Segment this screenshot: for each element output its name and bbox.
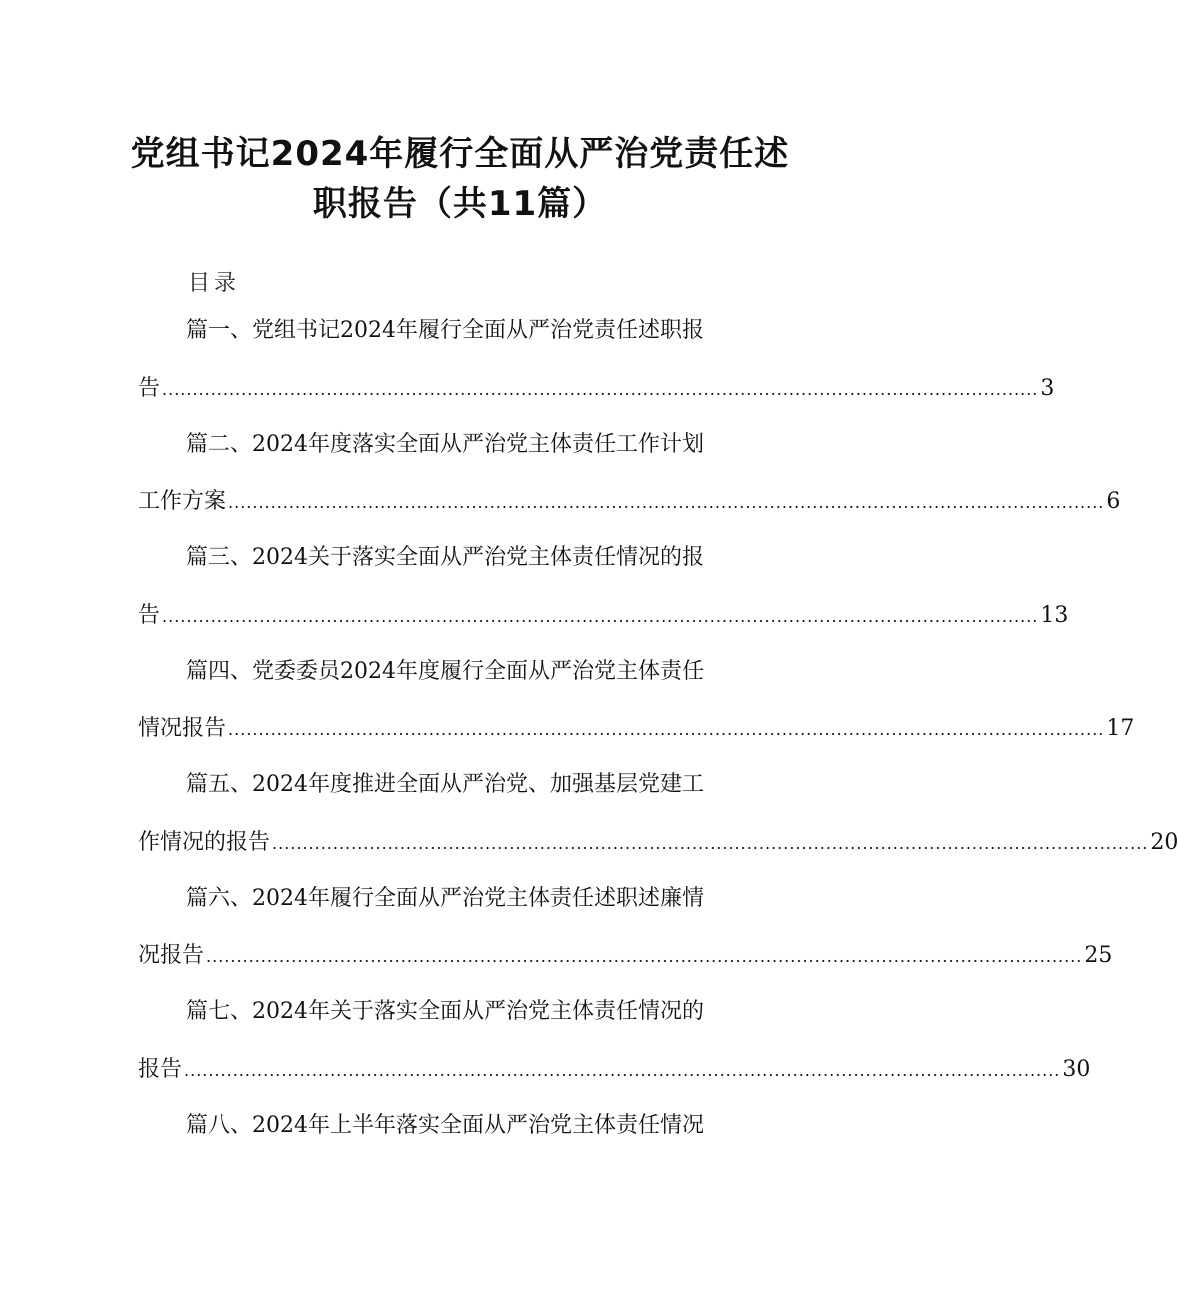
- toc-entry-1-line1[interactable]: 篇一、党组书记2024年履行全面从严治党责任述职报: [186, 318, 704, 343]
- toc-entry-5-page: 20: [1150, 830, 1178, 855]
- toc-entry-7-leader: ................................................................................................................................................: [184, 1061, 1061, 1080]
- toc-entry-2-line2[interactable]: [138, 489, 1121, 514]
- toc-entry-1-leader: ................................................................................................................................................: [162, 380, 1039, 399]
- document-title-line2: 职报告（共11篇）: [312, 184, 608, 224]
- toc-entry-6-line1[interactable]: 篇六、2024年履行全面从严治党主体责任述职述廉情: [186, 886, 704, 911]
- toc-entry-5-title-end: 作情况的报告: [138, 830, 271, 855]
- toc-entry-6-page: 25: [1084, 943, 1113, 968]
- toc-entry-2-page: 6: [1106, 489, 1121, 514]
- toc-entry-7-line2[interactable]: [138, 1057, 1091, 1082]
- toc-entry-2-title-end: 工作方案: [138, 489, 227, 514]
- toc-entry-3-leader: ................................................................................................................................................: [162, 607, 1039, 626]
- toc-entry-7-line1[interactable]: 篇七、2024年关于落实全面从严治党主体责任情况的: [186, 999, 704, 1024]
- document-title-line1: 党组书记2024年履行全面从严治党责任述: [130, 134, 790, 174]
- toc-entry-5-line2[interactable]: [138, 830, 1178, 855]
- toc-entry-3-title-end: 告: [138, 603, 161, 628]
- toc-entry-1-line2[interactable]: [138, 376, 1055, 401]
- toc-entry-1-page: 3: [1040, 376, 1055, 401]
- toc-entry-7-title-end: 报告: [138, 1057, 183, 1082]
- toc-heading: 目录: [188, 271, 241, 296]
- toc-entry-6-title-end: 况报告: [138, 943, 205, 968]
- toc-entry-8-line1[interactable]: 篇八、2024年上半年落实全面从严治党主体责任情况: [186, 1113, 704, 1138]
- toc-entry-5-leader: ................................................................................................................................................: [272, 834, 1149, 853]
- toc-entry-7-page: 30: [1062, 1057, 1091, 1082]
- toc-entry-3-line1[interactable]: 篇三、2024关于落实全面从严治党主体责任情况的报: [186, 545, 704, 570]
- toc-entry-3-line2[interactable]: [138, 603, 1069, 628]
- toc-entry-4-page: 17: [1106, 716, 1135, 741]
- toc-entry-2-leader: ................................................................................................................................................: [228, 493, 1105, 512]
- toc-entry-1-title-end: 告: [138, 376, 161, 401]
- toc-entry-2-line1[interactable]: 篇二、2024年度落实全面从严治党主体责任工作计划: [186, 432, 704, 457]
- toc-entry-5-line1[interactable]: 篇五、2024年度推进全面从严治党、加强基层党建工: [186, 772, 704, 797]
- toc-entry-6-line2[interactable]: [138, 943, 1113, 968]
- toc-entry-4-line1[interactable]: 篇四、党委委员2024年度履行全面从严治党主体责任: [186, 659, 704, 684]
- toc-entry-4-leader: ................................................................................................................................................: [228, 720, 1105, 739]
- toc-entry-3-page: 13: [1040, 603, 1069, 628]
- toc-entry-6-leader: ................................................................................................................................................: [206, 947, 1083, 966]
- toc-entry-4-line2[interactable]: [138, 716, 1135, 741]
- toc-entry-4-title-end: 情况报告: [138, 716, 227, 741]
